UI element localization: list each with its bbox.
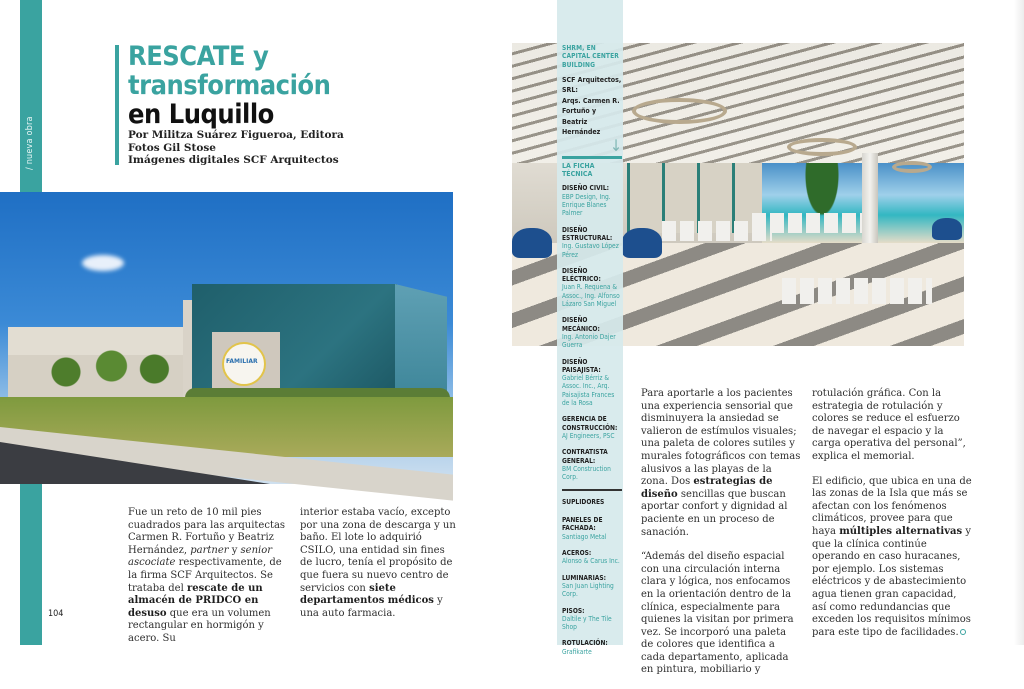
credit-role: DISEÑO MECÁNICO: [562,316,600,333]
title-line-1: RESCATE y [128,41,269,72]
text-run: Para aportarle a los pacientes una experiencia sensorial que disminuyera la ansiedad se valieron de estímulos visuales; una paleta de colores sutiles y murales fotográficos con temas alusivos a las playas de la zona. Dos [641,388,801,488]
text-bold: siete departamentos médicos [300,582,434,607]
supplier-category: PISOS: [562,606,585,615]
credit-role: DISEÑO CIVIL: [562,184,610,193]
article-title [128,42,330,129]
body-column-1 [128,507,288,658]
text-italic: senior ascociate [128,544,273,569]
photo-cloud [82,255,124,271]
section-label: / nueva obra [25,116,35,170]
arrow-down-icon: ↓ [609,135,622,155]
paragraph [128,507,288,646]
text-run: interior estaba vacío, excepto por una zona de descarga y un baño. El lote lo adquirió CSILO, una entidad sin fines de lucro, tenía el propósito de que fuera su nuevo centro de servicios con [300,507,456,594]
clinic-logo-text: FAMILIAR [226,358,258,365]
text-bold: múltiples alternativas [839,525,963,537]
exterior-photo [0,192,453,484]
supplier-name: Grafikarte [562,647,592,656]
supplier-name: Santiago Metal [562,532,607,541]
supplier-item [562,549,622,566]
paragraph: rotulación gráfica. Con la estrategia de rotulación y colores se reduce el esfuerzo de navegar el espacio y la carga operativa del personal”, explica el memorial. [812,388,966,462]
photo-chair-row [752,213,862,233]
photo-blue-chair [512,228,552,258]
paragraph: “Además del diseño espacial con una circulación interna clara y lógica, nos enfocamos en la orientación dentro de la clínica, especialmente para quienes la visitan por primera vez. Se incorporó una paleta de colores que identifica a cada departamento, aplicada en pintura, mobiliario y [641,551,794,676]
credit-item [562,184,622,217]
byline [128,129,344,167]
body-column-3 [641,388,801,689]
title-accent-bar [115,45,119,165]
text-bold: estrategias de diseño [641,476,773,500]
supplier-category: ROTULACIÓN: [562,639,608,648]
credit-value: Ing. Antonio Dajer Guerra [562,332,616,350]
paragraph [300,507,460,620]
firm-credits [562,75,622,138]
credit-item [562,415,622,440]
photo-ring-light [787,138,857,156]
credit-item [562,316,622,349]
text-run: y una auto farmacia. [300,595,443,619]
page-number: 104 [48,609,64,619]
byline-images: Imágenes digitales SCF Arquitectos [128,154,339,166]
supplier-name: San Juan Lighting Corp. [562,581,614,599]
text-run: que era un volumen rectangular en hormigón y acero. Su [128,607,271,644]
photo-ring-light [892,161,932,173]
paragraph [641,388,801,539]
text-run: y que la clínica continúe operando en caso huracanes, por ejemplo. Los sistemas eléctricos y de abastecimiento agua tienen gran capacidad, así como redundancias que exceden los requisitos mínimos para este tipo de facilidades. [812,525,971,638]
text-run: y [228,544,241,556]
suppliers-divider [562,489,622,491]
supplier-item [562,639,622,656]
ficha-divider [562,156,622,159]
text-italic: partner [190,544,229,556]
credit-item [562,267,622,308]
firm-line: SCF Arquitectos, [562,75,622,84]
ficha-tecnica-content [562,44,622,664]
credit-value: EBP Design, Ing. Enrique Blanes Palmer [562,192,611,218]
credit-role: CONTRATISTA GENERAL: [562,448,608,465]
supplier-item [562,607,622,632]
credit-role: GERENCIA DE CONSTRUCCIÓN: [562,415,618,432]
byline-author: Por Militza Suárez Figueroa, Editora [128,129,344,141]
credit-value: Ing. Gustavo López Pérez [562,242,619,259]
credit-role: DISEÑO PAISAJISTA: [562,357,601,374]
supplier-item [562,516,622,541]
text-bold: rescate de un almacén de PRIDCO en desuso [128,582,263,619]
supplier-name: Daltile y The Tile Shop [562,614,612,632]
text-run: Fue un reto de 10 mil pies cuadrados para las arquitectas Carmen R. Fortuño y Beatriz Hernández, [128,507,286,556]
firm-line: SRL: [562,86,578,95]
firm-line: Fortuño y Beatriz [562,107,597,126]
page-edge-shadow [1014,0,1024,645]
credit-value: AJ Engineers, PSC [562,431,615,440]
body-column-4 [812,388,972,651]
title-line-3: en Luquillo [128,99,274,130]
suppliers-heading: SUPLIDORES [562,497,605,506]
credit-item [562,358,622,408]
supplier-name: Alonso & Carus Inc. [562,557,620,566]
project-name: SHRM, EN CAPITAL CENTER BUILDING [562,44,619,69]
credit-role: DISEÑO ELÉCTRICO: [562,266,601,284]
byline-photos: Fotos Gil Stose [128,141,216,154]
firm-line: Arqs. Carmen R. [562,96,620,105]
text-run: sencillas que buscan aportar confort y dignidad al paciente en un proceso de sanación. [641,488,788,538]
text-run: respectivamente, de la firma SCF Arquitectos. Se trataba del [128,557,282,594]
title-line-2: transformación [128,70,331,101]
photo-chair-row [782,278,932,304]
supplier-category: PANELES DE FACHADA: [562,516,603,533]
credit-value: Juan R. Requena & Assoc., Ing. Alfonso Lázaro San Miguel [562,283,620,309]
credit-item [562,448,622,481]
paragraph [812,476,972,640]
text-run: El edificio, que ubica en una de las zonas de la Isla que más se afectan con los fenómenos climáticos, provee para que haya [812,475,972,537]
photo-blue-chair [622,228,662,258]
photo-ring-light [632,98,727,124]
supplier-category: ACEROS: [562,549,592,558]
photo-blue-chair [932,218,962,240]
supplier-category: LUMINARIAS: [562,573,607,582]
credit-value: BM Construction Corp. [562,464,611,482]
photo-trees [40,342,170,402]
ficha-heading: LA FICHA TÉCNICA [562,161,595,179]
credit-role: DISEÑO ESTRUCTURAL: [562,225,613,242]
firm-line: Hernández [562,128,601,137]
body-column-2 [300,507,460,632]
credit-item [562,226,622,259]
supplier-item [562,574,622,599]
credit-value: Gabriel Bérriz & Assoc. Inc., Arq. Paisajista Frances de la Rosa [562,374,615,408]
end-mark-icon [960,629,966,635]
